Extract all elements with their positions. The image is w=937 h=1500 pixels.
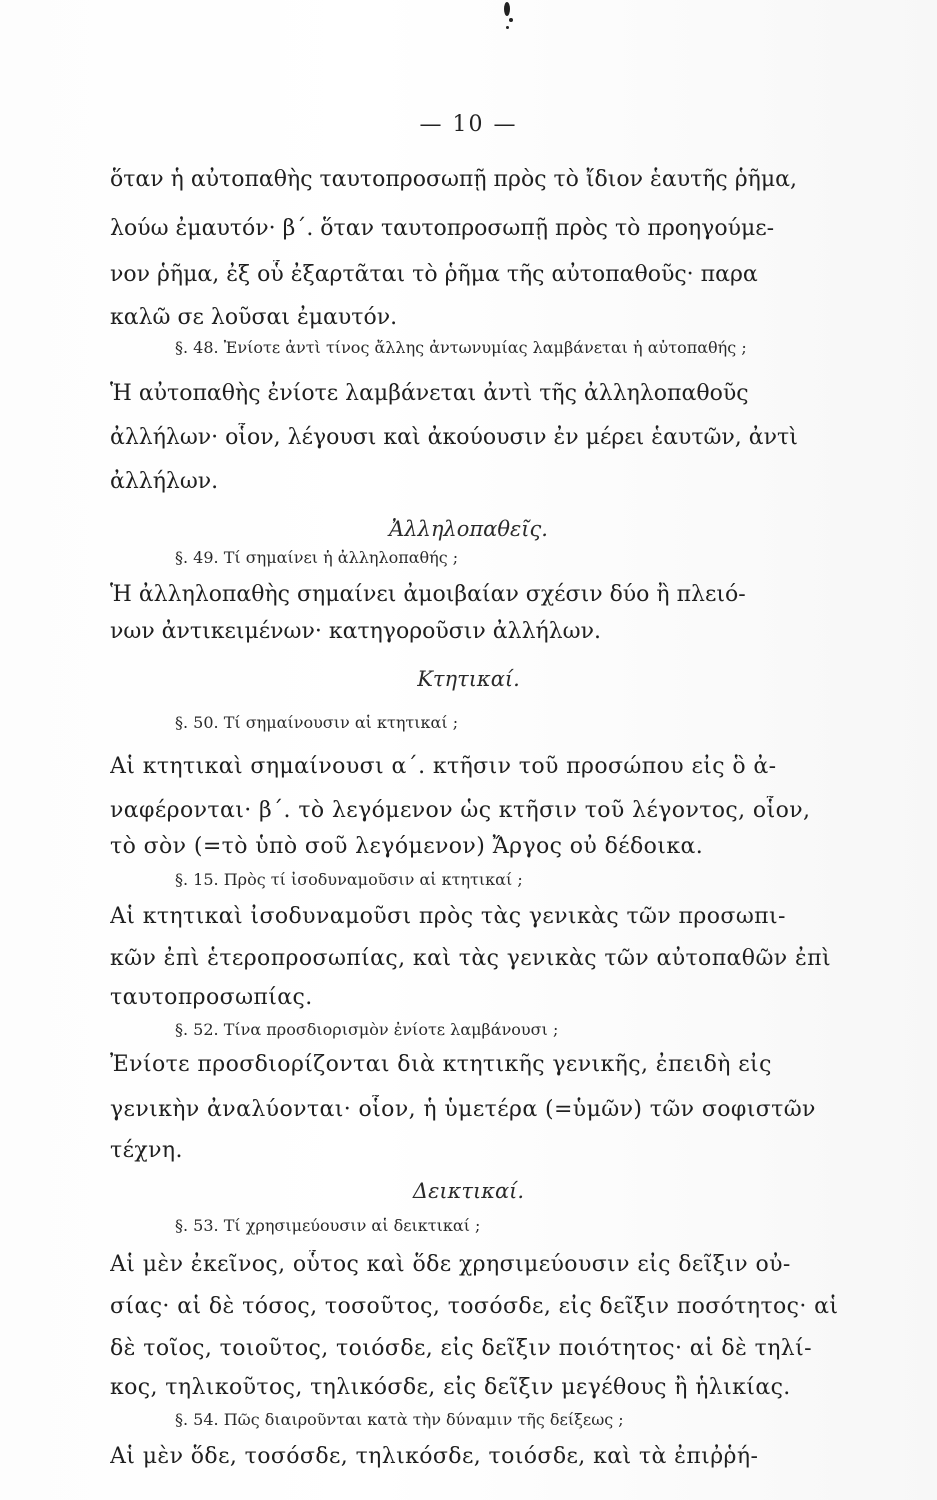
text-line: καλῶ σε λοῦσαι ἐμαυτόν. [110, 305, 398, 330]
page-number: — 10 — [419, 112, 518, 137]
text-line: κος, τηλικοῦτος, τηλικόσδε, εἰς δεῖξιν μεγέθους ἢ ἡλικίας. [110, 1375, 791, 1400]
text-line: Ἐνίοτε προσδιορίζονται διὰ κτητικῆς γενικῆς, ἐπειδὴ εἰς [110, 1052, 772, 1077]
text-line: σίας· αἱ δὲ τόσος, τοσοῦτος, τοσόσδε, εἰς δεῖξιν ποσότητος· αἱ [110, 1294, 839, 1319]
question-50: §. 50. Τί σημαίνουσιν αἱ κτητικαί ; [175, 713, 459, 732]
text-line: νων ἀντικειμένων· κατηγοροῦσιν ἀλλήλων. [110, 619, 601, 644]
section-heading-demonstrative: Δεικτικαί. [412, 1179, 525, 1203]
text-line: ναφέρονται· β΄. τὸ λεγόμενον ὡς κτῆσιν τοῦ λέγοντος, οἷον, [110, 798, 811, 823]
text-line: γενικὴν ἀναλύονται· οἷον, ἡ ὑμετέρα (=ὑμῶν) τῶν σοφιστῶν [110, 1097, 816, 1122]
text-line: τὸ σὸν (=τὸ ὑπὸ σοῦ λεγόμενον) Ἄργος οὐ δέδοικα. [110, 834, 704, 859]
text-line: ἀλλήλων· οἷον, λέγουσι καὶ ἀκούουσιν ἐν μέρει ἑαυτῶν, ἀντὶ [110, 425, 798, 450]
ink-mark [500, 0, 520, 40]
text-line: νον ῥῆμα, ἐξ οὗ ἐξαρτᾶται τὸ ῥῆμα τῆς αὐτοπαθοῦς· παρα [110, 262, 758, 287]
text-line: ὅταν ἡ αὐτοπαθὴς ταυτοπροσωπῇ πρὸς τὸ ἴδιον ἑαυτῆς ῥῆμα, [110, 167, 797, 192]
text-line: Αἱ μὲν ὅδε, τοσόσδε, τηλικόσδε, τοιόσδε, καὶ τὰ ἐπιῤῥή- [110, 1444, 759, 1469]
section-heading-possessive: Κτητικαί. [417, 667, 520, 691]
text-line: Ἡ αὐτοπαθὴς ἐνίοτε λαμβάνεται ἀντὶ τῆς ἀλληλοπαθοῦς [110, 381, 749, 406]
text-line: Ἡ ἀλληλοπαθὴς σημαίνει ἀμοιβαίαν σχέσιν δύο ἢ πλειό- [110, 582, 746, 607]
text-line: ταυτοπροσωπίας. [110, 985, 313, 1010]
question-54: §. 54. Πῶς διαιροῦνται κατὰ τὴν δύναμιν τῆς δείξεως ; [175, 1410, 624, 1429]
text-line: ἀλλήλων. [110, 469, 219, 494]
text-line: Αἱ κτητικαὶ σημαίνουσι α΄. κτῆσιν τοῦ προσώπου εἰς ὃ ἀ- [110, 754, 777, 779]
text-line: Αἱ κτητικαὶ ἰσοδυναμοῦσι πρὸς τὰς γενικὰς τῶν προσωπι- [110, 904, 786, 929]
question-52: §. 52. Τίνα προσδιορισμὸν ἐνίοτε λαμβάνουσι ; [175, 1020, 559, 1039]
text-line: δὲ τοῖος, τοιοῦτος, τοιόσδε, εἰς δεῖξιν ποιότητος· αἱ δὲ τηλί- [110, 1336, 812, 1361]
text-line: τέχνη. [110, 1138, 183, 1163]
question-53: §. 53. Τί χρησιμεύουσιν αἱ δεικτικαί ; [175, 1216, 481, 1235]
text-line: λούω ἐμαυτόν· β΄. ὅταν ταυτοπροσωπῇ πρὸς τὸ προηγούμε- [110, 216, 775, 241]
question-49: §. 49. Τί σημαίνει ἡ ἀλληλοπαθής ; [175, 548, 459, 567]
text-line: Αἱ μὲν ἐκεῖνος, οὗτος καὶ ὅδε χρησιμεύουσιν εἰς δεῖξιν οὐ- [110, 1252, 791, 1277]
question-48: §. 48. Ἐνίοτε ἀντὶ τίνος ἄλλης ἀντωνυμίας λαμβάνεται ἡ αὐτοπαθής ; [175, 338, 747, 357]
section-heading-reciprocal: Ἀλληλοπαθεῖς. [389, 517, 548, 541]
question-51: §. 15. Πρὸς τί ἰσοδυναμοῦσιν αἱ κτητικαί ; [175, 870, 523, 889]
text-line: κῶν ἐπὶ ἑτεροπροσωπίας, καὶ τὰς γενικὰς τῶν αὐτοπαθῶν ἐπὶ [110, 946, 832, 971]
